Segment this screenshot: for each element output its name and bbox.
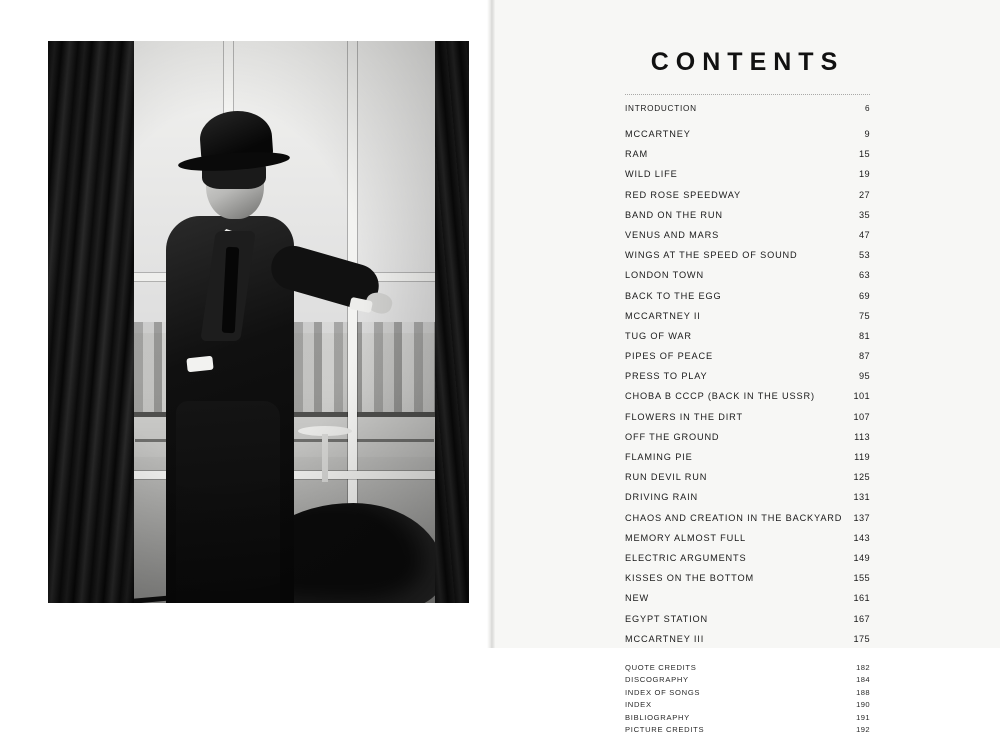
curtain-right: [435, 41, 469, 603]
list-item[interactable]: [625, 104, 870, 119]
toc-entry-page: 155: [853, 573, 870, 584]
toc-entry-page: 192: [856, 725, 870, 735]
list-item[interactable]: [625, 713, 870, 726]
list-item[interactable]: [625, 391, 870, 411]
list-item[interactable]: [625, 311, 870, 331]
toc-entry-page: 95: [858, 371, 870, 382]
toc-entry-page: 35: [858, 209, 870, 220]
toc-entry-page: 81: [858, 330, 870, 341]
toc-entry-page: 119: [854, 452, 870, 462]
toc-entry-label: TUG OF WAR: [625, 330, 692, 341]
list-item[interactable]: [625, 492, 870, 512]
toc-entry-page: 182: [856, 662, 870, 672]
list-item[interactable]: [625, 432, 870, 452]
list-item[interactable]: [625, 210, 870, 230]
toc-entry-page: 149: [853, 552, 870, 563]
list-item[interactable]: [625, 250, 870, 270]
toc-entry-label: PICTURE CREDITS: [625, 725, 705, 735]
toc-spacer: [625, 654, 870, 663]
list-item[interactable]: [625, 190, 870, 210]
list-item[interactable]: [625, 533, 870, 553]
list-item[interactable]: [625, 270, 870, 290]
toc-entry-label: DRIVING RAIN: [625, 492, 698, 503]
list-item[interactable]: [625, 675, 870, 688]
toc-entry-label: WINGS AT THE SPEED OF SOUND: [625, 250, 798, 261]
toc-entry-page: 63: [858, 270, 870, 281]
right-page: [495, 0, 1000, 735]
toc-entry-page: 9: [864, 129, 870, 139]
toc-entry-label: FLAMING PIE: [625, 452, 693, 462]
toc-entry-label: VENUS AND MARS: [625, 229, 720, 240]
toc-entry-page: 125: [853, 472, 870, 483]
toc-entry-page: 15: [858, 149, 870, 160]
toc-entry-label: CHAOS AND CREATION IN THE BACKYARD: [625, 512, 843, 523]
toc-entry-label: FLOWERS IN THE DIRT: [625, 411, 743, 422]
list-item[interactable]: [625, 573, 870, 593]
figure-cuff-left: [186, 356, 213, 373]
toc-entry-page: 191: [856, 712, 870, 722]
toc-entry-label: BIBLIOGRAPHY: [625, 712, 690, 722]
book-gutter: [487, 0, 495, 648]
toc-entry-label: ELECTRIC ARGUMENTS: [625, 552, 747, 563]
toc-entry-page: 175: [853, 633, 870, 644]
list-item[interactable]: [625, 129, 870, 149]
toc-entry-label: DISCOGRAPHY: [625, 675, 689, 685]
list-item[interactable]: [625, 700, 870, 713]
toc-entry-label: PIPES OF PEACE: [625, 351, 713, 362]
toc-entry-page: 75: [858, 310, 870, 321]
toc-entry-page: 27: [858, 189, 870, 200]
toc-entry-page: 107: [853, 411, 870, 422]
toc-entry-label: MEMORY ALMOST FULL: [625, 532, 746, 543]
photograph: [48, 41, 469, 603]
toc-entry-label: BACK TO THE EGG: [625, 290, 722, 301]
toc-entry-label: INDEX: [625, 700, 652, 710]
toc-entry-label: LONDON TOWN: [625, 270, 704, 281]
toc-entry-page: 143: [853, 532, 870, 543]
toc-entry-label: INTRODUCTION: [625, 104, 697, 113]
toc-entry-label: RED ROSE SPEEDWAY: [625, 189, 742, 200]
left-page: [0, 0, 487, 648]
toc-spacer: [625, 119, 870, 129]
toc-entry-label: WILD LIFE: [625, 169, 678, 180]
toc-entry-label: MCCARTNEY II: [625, 310, 701, 321]
toc-entry-label: EGYPT STATION: [625, 613, 709, 624]
toc-entry-page: 19: [858, 169, 870, 180]
toc-group-back-matter: [625, 663, 870, 738]
toc-entry-page: 184: [856, 675, 870, 685]
curtain-left: [48, 41, 134, 603]
toc-entry-label: MCCARTNEY III: [625, 633, 705, 644]
toc-entry-page: 47: [858, 229, 870, 240]
figure-legs: [176, 401, 280, 603]
list-item[interactable]: [625, 688, 870, 701]
toc-entry-label: RAM: [625, 149, 648, 160]
list-item[interactable]: [625, 149, 870, 169]
list-item[interactable]: [625, 452, 870, 472]
toc-entry-page: 6: [865, 104, 870, 113]
toc-entry-page: 87: [858, 351, 870, 362]
toc-group-chapters: [625, 129, 870, 654]
toc-entry-page: 113: [854, 431, 870, 442]
list-item[interactable]: [625, 614, 870, 634]
list-item[interactable]: [625, 331, 870, 351]
toc-group-front-matter: [625, 104, 870, 119]
toc-entry-page: 188: [856, 687, 870, 697]
toc-entry-page: 69: [858, 290, 870, 301]
list-item[interactable]: [625, 472, 870, 492]
toc-entry-label: INDEX OF SONGS: [625, 687, 701, 697]
list-item[interactable]: [625, 593, 870, 613]
list-item[interactable]: [625, 725, 870, 738]
toc-entry-page: 161: [853, 593, 870, 604]
list-item[interactable]: [625, 230, 870, 250]
table-of-contents: [625, 104, 870, 738]
toc-entry-page: 131: [853, 492, 870, 503]
stool: [298, 426, 352, 436]
list-item[interactable]: [625, 169, 870, 189]
list-item[interactable]: [625, 663, 870, 676]
toc-entry-page: 53: [858, 250, 870, 261]
page-title: CONTENTS: [650, 48, 845, 76]
toc-entry-label: MCCARTNEY: [625, 129, 691, 139]
toc-entry-label: NEW: [625, 593, 649, 604]
toc-entry-label: PRESS TO PLAY: [625, 371, 708, 382]
toc-entry-label: QUOTE CREDITS: [625, 662, 697, 672]
toc-entry-label: CHOBA B CCCP (BACK IN THE USSR): [625, 391, 815, 402]
list-item[interactable]: [625, 634, 870, 654]
list-item[interactable]: [625, 412, 870, 432]
toc-entry-page: 101: [853, 391, 870, 402]
list-item[interactable]: [625, 291, 870, 311]
list-item[interactable]: [625, 513, 870, 533]
toc-entry-page: 137: [853, 512, 870, 523]
list-item[interactable]: [625, 553, 870, 573]
title-divider: [625, 94, 870, 95]
toc-entry-label: BAND ON THE RUN: [625, 209, 723, 220]
list-item[interactable]: [625, 371, 870, 391]
toc-entry-label: KISSES ON THE BOTTOM: [625, 573, 754, 584]
list-item[interactable]: [625, 351, 870, 371]
toc-entry-page: 167: [853, 613, 870, 624]
toc-entry-label: OFF THE GROUND: [625, 431, 720, 442]
toc-entry-page: 190: [856, 700, 870, 710]
toc-entry-label: RUN DEVIL RUN: [625, 472, 708, 483]
